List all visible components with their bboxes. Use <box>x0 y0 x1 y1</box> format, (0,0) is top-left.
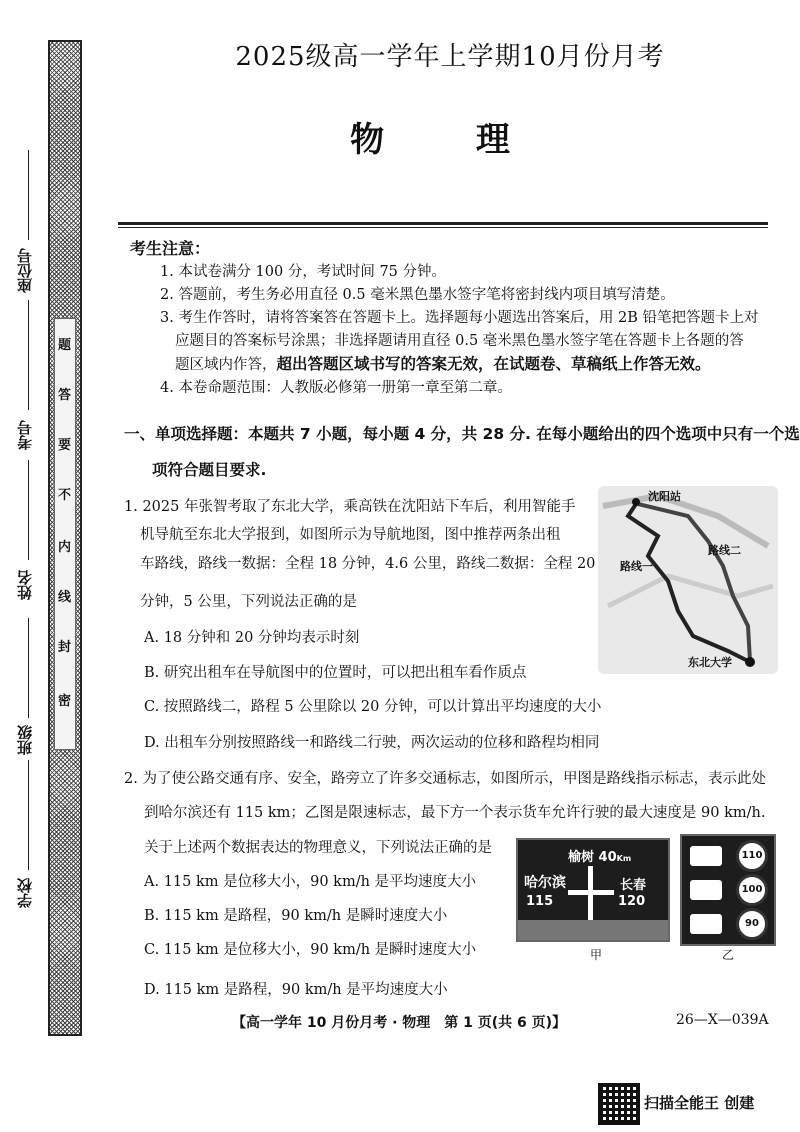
map-route2-label: 路线二 <box>708 544 741 557</box>
limit-100: 100 <box>736 874 768 906</box>
q2-stem: 关于上述两个数据表达的物理意义，下列说法正确的是 <box>144 840 492 856</box>
notice-item-cont: 应题目的答案标号涂黑；非选择题请用直径 0.5 毫米黑色墨水签字笔在答题卡上各题的答 <box>175 333 744 349</box>
sign-top-dist: 40 <box>598 850 617 865</box>
car-icon <box>690 846 722 866</box>
sign-left-place: 哈尔滨 <box>524 875 566 891</box>
sign-right-dist: 120 <box>618 894 646 909</box>
class-field[interactable] <box>28 618 29 718</box>
school-label: 学校 <box>16 878 34 908</box>
q1-option-a: A. 18 分钟和 20 分钟均表示时刻 <box>144 630 360 646</box>
q2-option-c: C. 115 km 是位移大小，90 km/h 是瞬时速度大小 <box>144 942 477 958</box>
sign-crossbar <box>568 890 614 895</box>
name-field[interactable] <box>28 460 29 560</box>
notice-item: 1. 本试卷满分 100 分，考试时间 75 分钟。 <box>160 264 447 280</box>
q2-stem: 到哈尔滨还有 115 km；乙图是限速标志，最下方一个表示货车允许行驶的最大速度是 90 km/h. <box>144 805 766 821</box>
notice-heading: 考生注意： <box>130 239 211 258</box>
sign-ground <box>518 920 668 940</box>
q1-stem: 车路线，路线一数据：全程 18 分钟，4.6 公里，路线二数据：全程 20 <box>140 556 596 572</box>
paper-code: 26—X—039A <box>676 1012 769 1028</box>
sign-top-place: 榆树 <box>568 850 595 865</box>
seal-char: 内 <box>58 540 72 555</box>
notice-item: 3. 考生作答时，请将答案答在答题卡上。选择题每小题选出答案后，用 2B 铅笔把答题卡上对 <box>160 310 759 326</box>
seat-field[interactable] <box>28 150 29 240</box>
seat-label: 座位号 <box>16 248 34 293</box>
notice-warning: 超出答题区域书写的答案无效，在试题卷、草稿纸上作答无效。 <box>276 355 711 373</box>
seal-char: 封 <box>58 640 72 655</box>
q1-stem: 1. 2025 年张智考取了东北大学，乘高铁在沈阳站下车后，利用智能手 <box>124 499 576 515</box>
seal-char: 不 <box>58 488 72 503</box>
section-heading-cont: 项符合题目要求. <box>152 461 267 479</box>
caption-jia: 甲 <box>590 948 603 962</box>
notice-item-cont <box>175 352 711 374</box>
exam-no-label: 考号 <box>16 420 34 450</box>
school-field[interactable] <box>28 760 29 870</box>
sign-unit: Km <box>616 854 632 863</box>
bus-icon <box>690 880 722 900</box>
seal-char: 题 <box>58 338 72 353</box>
q2-stem: 2. 为了使公路交通有序、安全，路旁立了许多交通标志，如图所示，甲图是路线指示标志，表示此处 <box>124 771 766 787</box>
seal-char: 答 <box>58 388 72 403</box>
seal-char: 密 <box>58 694 72 709</box>
name-label: 姓名 <box>16 570 34 600</box>
q1-option-d: D. 出租车分别按照路线一和路线二行驶，两次运动的位移和路程均相同 <box>144 735 600 751</box>
limit-90: 90 <box>736 908 768 940</box>
exam-no-field[interactable] <box>28 300 29 410</box>
page-footer: 【高一学年 10 月份月考 · 物理 第 1 页(共 6 页)】 <box>232 1015 567 1031</box>
notice-item: 4. 本卷命题范围：人教版必修第一册第一章至第二章。 <box>160 380 512 396</box>
qr-code-icon <box>598 1083 640 1125</box>
speed-limit-sign <box>680 834 776 946</box>
map-routes-icon <box>598 486 778 674</box>
q2-option-a: A. 115 km 是位移大小，90 km/h 是平均速度大小 <box>144 874 477 890</box>
navigation-map <box>598 486 778 674</box>
sign-left-dist: 115 <box>526 894 554 909</box>
header-rule <box>118 222 768 225</box>
seal-char: 线 <box>58 590 72 605</box>
q1-stem: 机导航至东北大学报到，如图所示为导航地图，图中推荐两条出租 <box>140 527 561 543</box>
q2-option-b: B. 115 km 是路程，90 km/h 是瞬时速度大小 <box>144 908 448 924</box>
q1-stem: 分钟，5 公里，下列说法正确的是 <box>140 594 357 610</box>
limit-110: 110 <box>736 840 768 872</box>
sign-right-place: 长春 <box>620 878 647 893</box>
map-route1-label: 路线一 <box>620 560 653 573</box>
scanner-watermark: 扫描全能王 创建 <box>644 1094 755 1112</box>
map-university-label: 东北大学 <box>688 656 732 669</box>
header-rule-thin <box>118 227 768 228</box>
seal-line-box <box>54 318 76 750</box>
q1-option-b: B. 研究出租车在导航图中的位置时，可以把出租车看作质点 <box>144 665 527 681</box>
section-heading: 一、单项选择题：本题共 7 小题，每小题 4 分，共 28 分. 在每小题给出的四个选项中只有一个选 <box>124 425 800 443</box>
class-label: 班级 <box>16 725 34 755</box>
truck-icon <box>690 914 722 934</box>
subject-title: 物 理 <box>350 120 550 160</box>
route-sign <box>516 838 670 942</box>
map-station-label: 沈阳站 <box>648 490 681 503</box>
caption-yi: 乙 <box>722 948 735 962</box>
seal-char: 要 <box>58 438 72 453</box>
notice-item: 2. 答题前，考生务必用直径 0.5 毫米黑色墨水签字笔将密封线内项目填写清楚。 <box>160 287 675 303</box>
q2-option-d: D. 115 km 是路程，90 km/h 是平均速度大小 <box>144 982 448 998</box>
exam-title: 2025级高一学年上学期10月份月考 <box>235 42 665 72</box>
q1-option-c: C. 按照路线二，路程 5 公里除以 20 分钟，可以计算出平均速度的大小 <box>144 699 602 715</box>
notice-item-text: 题区域内作答， <box>175 357 277 373</box>
